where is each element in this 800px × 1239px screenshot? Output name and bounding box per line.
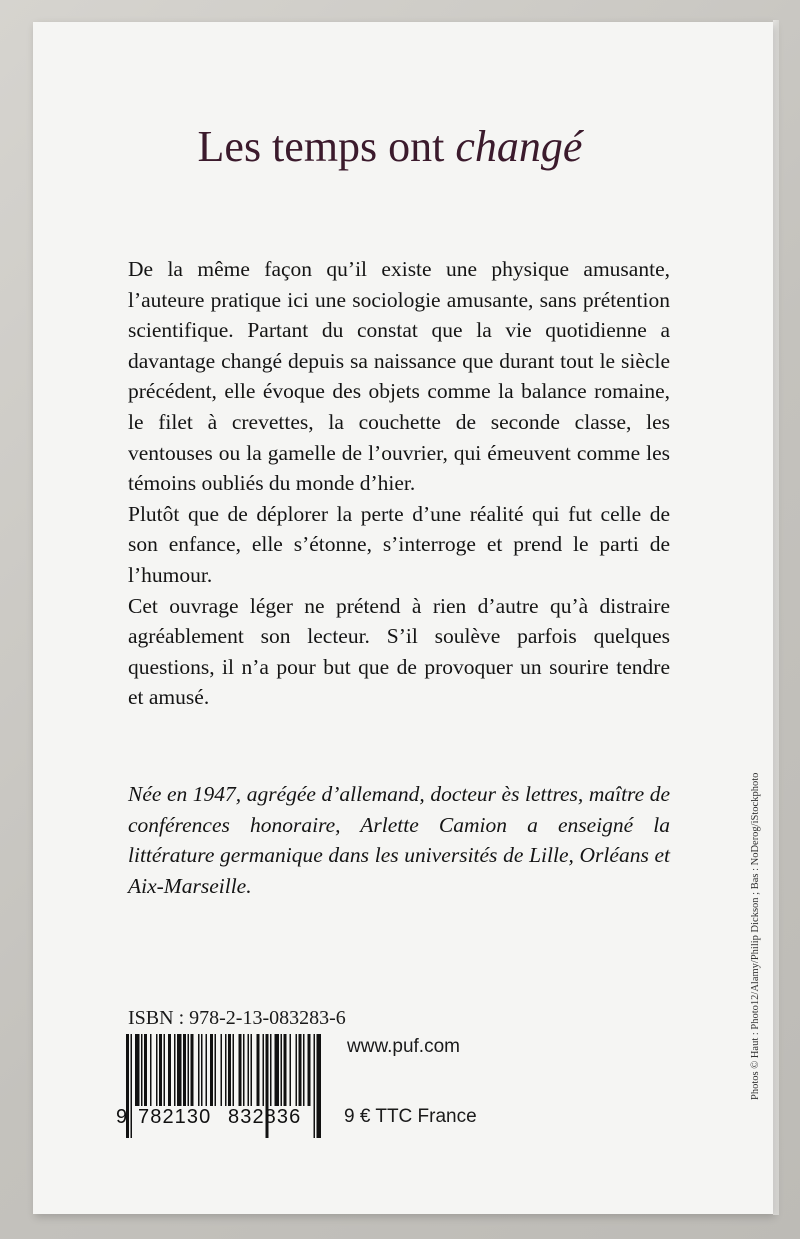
barcode-bar	[233, 1034, 235, 1106]
barcode-bar	[201, 1034, 203, 1106]
isbn: ISBN : 978-2-13-083283-6	[128, 1007, 346, 1029]
blurb-paragraph-2: Plutôt que de déplorer la perte d’une réalité qui fut celle de son enfance, elle s’étonne, s’interroge et prend le parti de l’humour.	[128, 501, 670, 587]
blurb-paragraph-1: De la même façon qu’il existe une physique amusante, l’auteure pratique ici une sociologie amusante, sans prétention scientifique. Partant du constat que la vie quotidienne a davantage changé depuis sa naissance que durant tout le siècle précédent, elle évoque des objets comme la balance romaine, le filet à crevettes, la couchette de seconde classe, les ventouses ou la gamelle de l’ouvrier, qui émeuvent comme les témoins oubliés du monde d’hier.	[128, 257, 670, 496]
price: 9 € TTC France	[344, 1106, 477, 1127]
barcode-bar	[221, 1034, 223, 1106]
barcode-bar	[191, 1034, 194, 1106]
barcode-bar	[215, 1034, 217, 1106]
book-spine-edge	[773, 20, 779, 1215]
barcode-bar	[206, 1034, 208, 1106]
blurb	[128, 254, 670, 713]
barcode-bar	[251, 1034, 253, 1106]
barcode-bar	[243, 1034, 245, 1106]
barcode-bar	[308, 1034, 311, 1106]
title-italic: changé	[455, 122, 583, 171]
barcode-bar	[198, 1034, 200, 1106]
barcode-bar	[210, 1034, 213, 1106]
barcode-bar	[141, 1034, 143, 1106]
barcode-bar	[168, 1034, 171, 1106]
photo-credits: Photos © Haut : Photo12/Alamy/Philip Dickson ; Bas : NoDerog/iStockphoto	[750, 772, 761, 1100]
barcode-bar	[188, 1034, 190, 1106]
barcode-bar	[135, 1034, 140, 1106]
barcode-bar	[299, 1034, 302, 1106]
publisher-website: www.puf.com	[347, 1036, 460, 1057]
blurb-paragraph-3: Cet ouvrage léger ne prétend à rien d’autre qu’à distraire agréablement son lecteur. S’il soulève parfois quelques questions, il n’a pour but que de provoquer un sourire tendre et amusé.	[128, 593, 670, 710]
barcode-bar	[270, 1034, 272, 1106]
barcode-bar	[177, 1034, 182, 1106]
book-title	[0, 122, 780, 171]
barcode-bar	[164, 1034, 166, 1106]
barcode-bar	[228, 1034, 231, 1106]
title-main: Les temps ont	[197, 122, 456, 171]
barcode-bar	[131, 1034, 133, 1138]
barcode-bar	[225, 1034, 227, 1106]
barcode-bar	[156, 1034, 158, 1106]
barcode-bar	[263, 1034, 265, 1106]
barcode-digits-group-2: 832836	[228, 1106, 302, 1128]
author-bio: Née en 1947, agrégée d’allemand, docteur ès lettres, maître de conférences honoraire, Arlette Camion a enseigné la littérature germanique dans les universités de Lille, Orléans et Aix-Marseille.	[128, 782, 670, 898]
barcode-bar	[284, 1034, 287, 1106]
barcode-bar	[281, 1034, 283, 1106]
barcode-bar	[303, 1034, 305, 1106]
barcode-bar	[317, 1034, 322, 1138]
barcode-bar	[257, 1034, 260, 1106]
barcode-bar	[159, 1034, 162, 1106]
barcode-bar	[150, 1034, 152, 1106]
barcode-bar	[314, 1034, 316, 1138]
barcode-digits-group-1: 782130	[138, 1106, 212, 1128]
barcode-bar	[144, 1034, 147, 1106]
barcode-digit-first: 9	[116, 1106, 129, 1128]
barcode-bar	[183, 1034, 186, 1106]
barcode-bar	[290, 1034, 292, 1106]
barcode-bar	[275, 1034, 280, 1106]
barcode-bar	[174, 1034, 176, 1106]
barcode-bar	[239, 1034, 242, 1106]
barcode-bar	[296, 1034, 298, 1106]
barcode-bar	[248, 1034, 250, 1106]
